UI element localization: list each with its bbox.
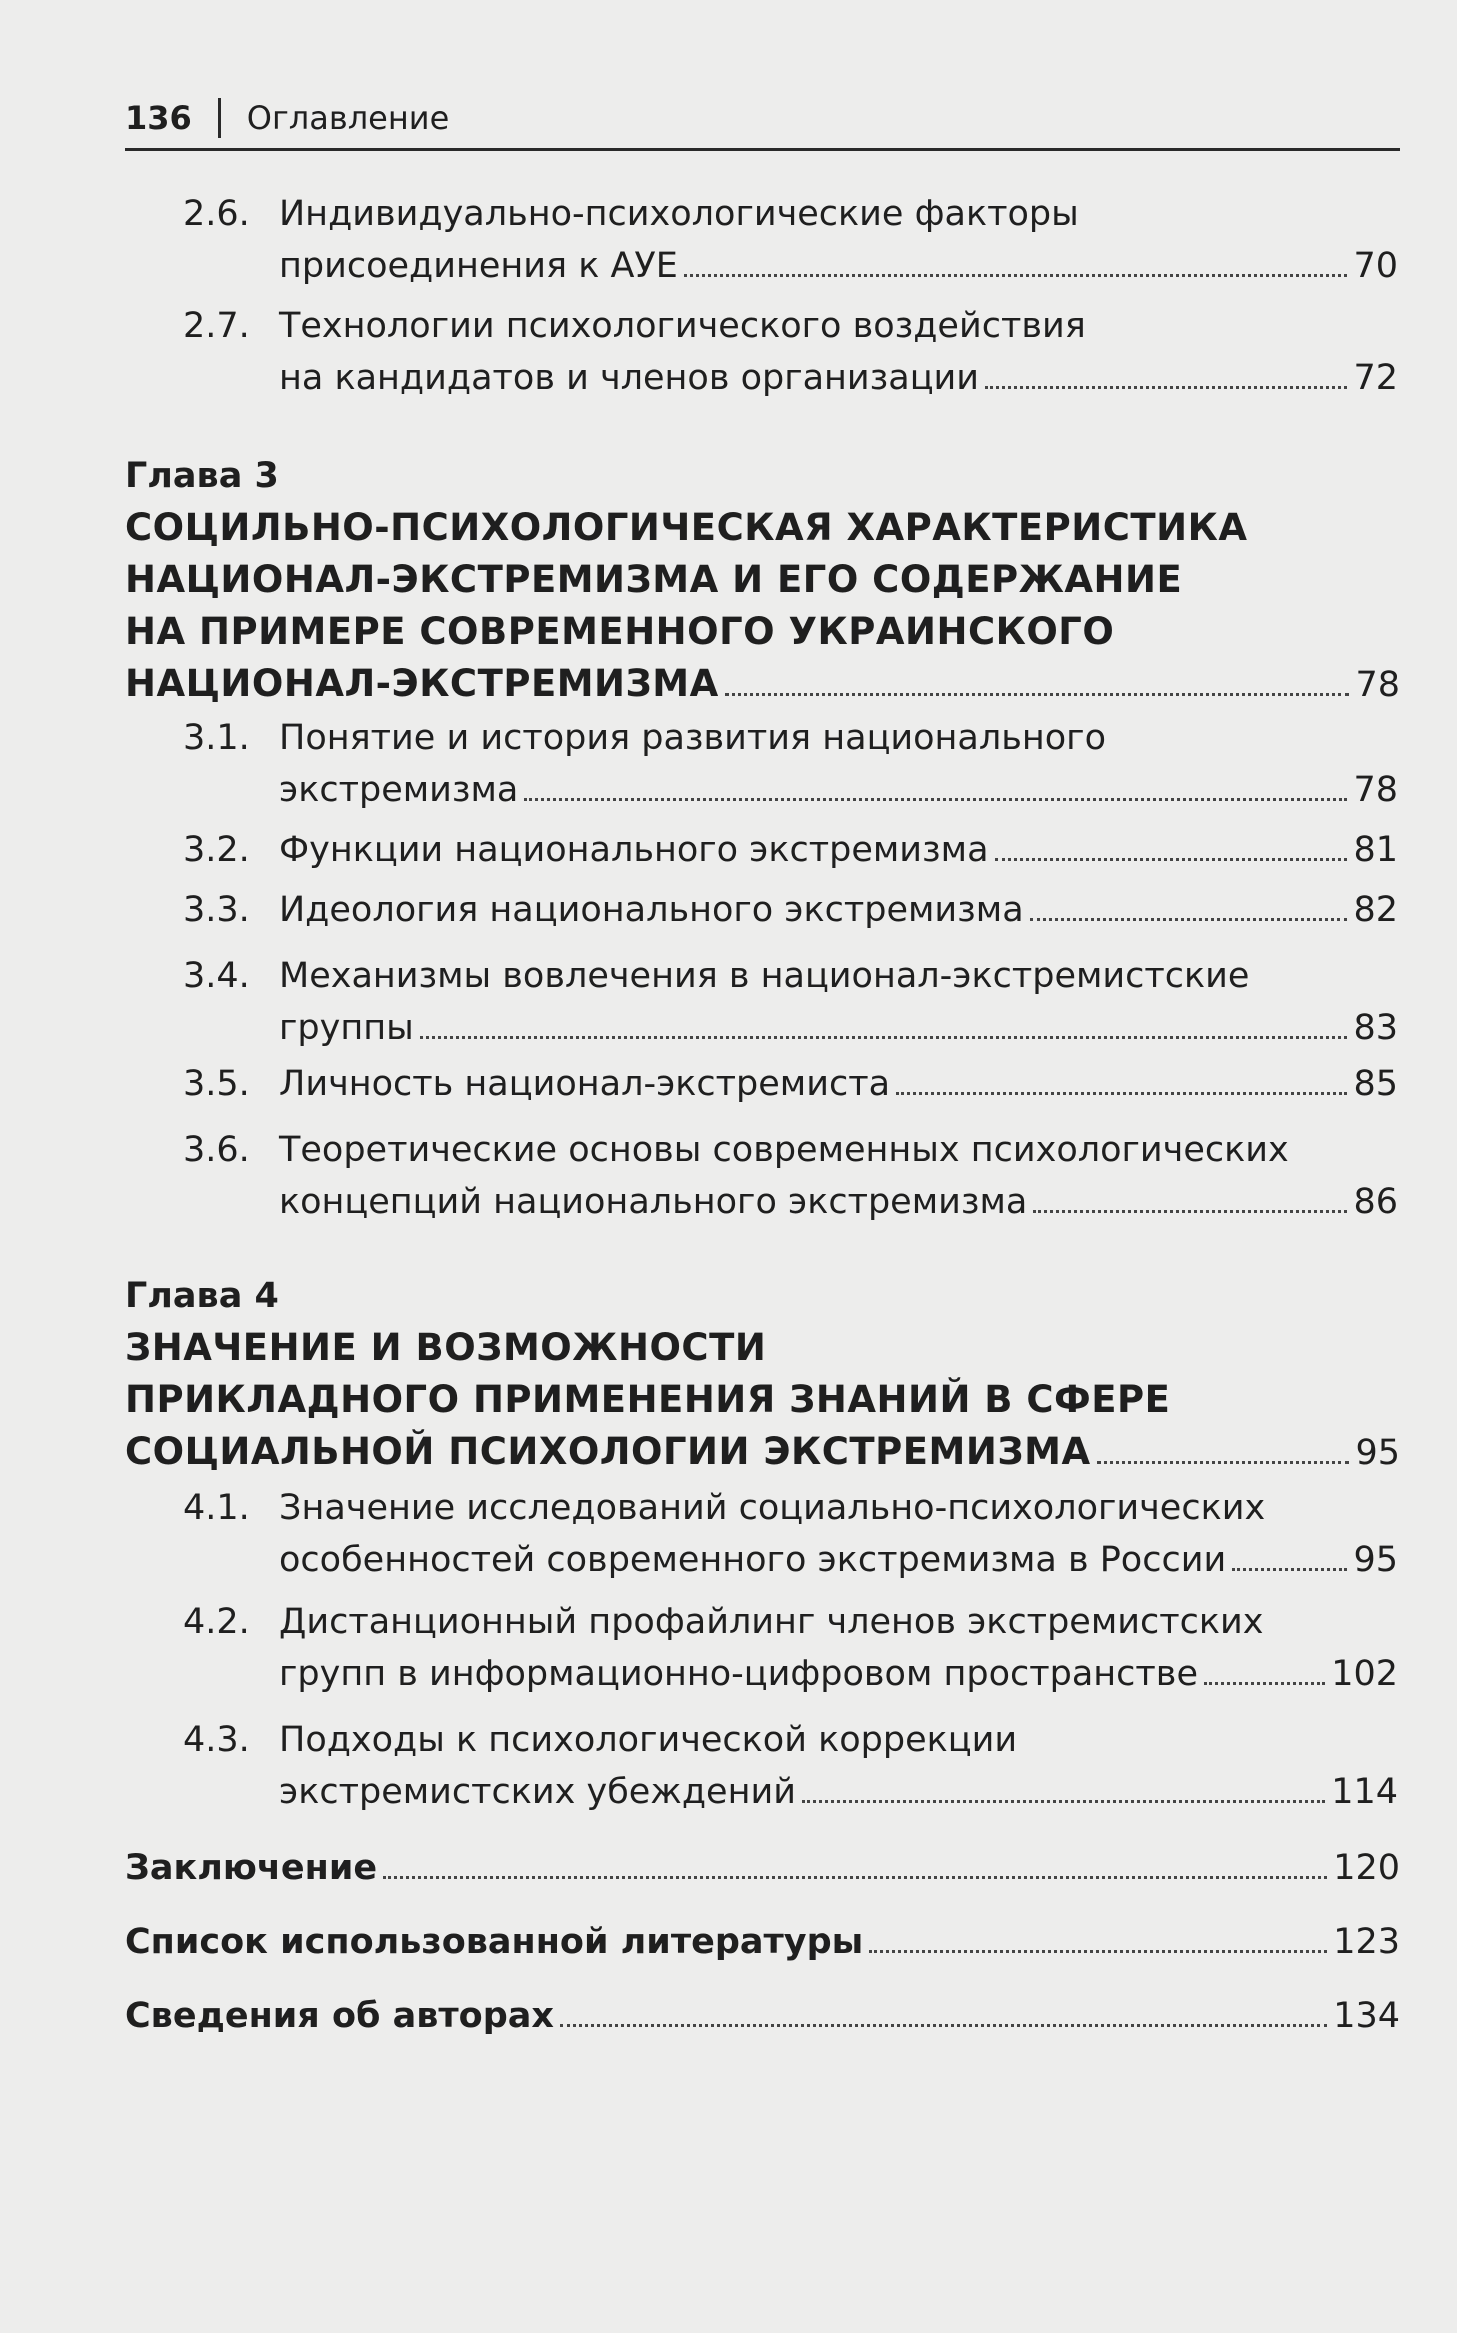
entry-title-line2: на кандидатов и членов организации — [279, 358, 980, 398]
toc-entry-4-3[interactable] — [183, 1714, 1398, 1818]
toc-entry-2-6[interactable] — [183, 188, 1398, 292]
entry-number: 4.1. — [183, 1488, 250, 1528]
entry-number: 3.5. — [183, 1064, 250, 1104]
entry-page: 70 — [1353, 246, 1398, 286]
header-separator — [218, 98, 221, 138]
toc-entry-4-2[interactable] — [183, 1596, 1398, 1700]
toc-entry-3-6[interactable] — [183, 1124, 1398, 1228]
entry-number: 2.7. — [183, 306, 250, 346]
toc-chapter-3[interactable] — [125, 450, 1400, 711]
dot-leader — [560, 2023, 1327, 2027]
entry-page: 95 — [1353, 1540, 1398, 1580]
entry-number: 3.2. — [183, 830, 250, 870]
entry-number: 4.3. — [183, 1720, 250, 1760]
dot-leader — [995, 857, 1348, 861]
toc-chapter-4[interactable] — [125, 1270, 1400, 1479]
dot-leader — [985, 385, 1347, 389]
dot-leader — [1232, 1567, 1347, 1571]
entry-number: 2.6. — [183, 194, 250, 234]
chapter-page: 78 — [1355, 665, 1400, 705]
chapter-label: Глава 3 — [125, 456, 279, 496]
entry-page: 85 — [1353, 1064, 1398, 1104]
toc-conclusion[interactable] — [125, 1842, 1400, 1894]
dot-leader — [420, 1035, 1348, 1039]
chapter-title-line1: ЗНАЧЕНИЕ И ВОЗМОЖНОСТИ — [125, 1326, 767, 1369]
dot-leader — [524, 797, 1347, 801]
entry-number: 3.4. — [183, 956, 250, 996]
toc-entry-3-1[interactable] — [183, 712, 1398, 816]
chapter-label: Глава 4 — [125, 1276, 279, 1316]
entry-page: 102 — [1331, 1654, 1398, 1694]
chapter-title-line4: НАЦИОНАЛ-ЭКСТРЕМИЗМА — [125, 662, 719, 705]
entry-page: 120 — [1333, 1848, 1400, 1888]
entry-page: 134 — [1333, 1996, 1400, 2036]
entry-page: 83 — [1353, 1008, 1398, 1048]
entry-number: 4.2. — [183, 1602, 250, 1642]
entry-title-line1: Подходы к психологической коррекции — [279, 1720, 1018, 1760]
page-number: 136 — [125, 99, 192, 137]
entry-title: Идеология национального экстремизма — [279, 890, 1024, 930]
entry-title-line1: Дистанционный профайлинг членов экстремистских — [279, 1602, 1264, 1642]
running-header — [125, 88, 1400, 151]
entry-number: 3.1. — [183, 718, 250, 758]
dot-leader — [1030, 917, 1348, 921]
chapter-title-line2: НАЦИОНАЛ-ЭКСТРЕМИЗМА И ЕГО СОДЕРЖАНИЕ — [125, 558, 1183, 601]
toc-entry-4-1[interactable] — [183, 1482, 1398, 1586]
dot-leader — [896, 1091, 1347, 1095]
chapter-title-line3: СОЦИАЛЬНОЙ ПСИХОЛОГИИ ЭКСТРЕМИЗМА — [125, 1430, 1091, 1473]
entry-title-line1: Механизмы вовлечения в национал-экстремистские — [279, 956, 1250, 996]
entry-title-line1: Теоретические основы современных психологических — [279, 1130, 1289, 1170]
chapter-title-line1: СОЦИЛЬНО-ПСИХОЛОГИЧЕСКАЯ ХАРАКТЕРИСТИКА — [125, 506, 1248, 549]
entry-title: Личность национал-экстремиста — [279, 1064, 891, 1104]
entry-title-line2: присоединения к АУЕ — [279, 246, 678, 286]
entry-title: Список использованной литературы — [125, 1922, 864, 1962]
entry-title-line2: групп в информационно-цифровом пространстве — [279, 1654, 1198, 1694]
dot-leader — [1033, 1209, 1347, 1213]
dot-leader — [684, 273, 1348, 277]
entry-title-line1: Понятие и история развития национального — [279, 718, 1106, 758]
dot-leader — [869, 1949, 1327, 1953]
entry-title-line2: экстремистских убеждений — [279, 1772, 796, 1812]
toc-authors[interactable] — [125, 1990, 1400, 2042]
header-title: Оглавление — [246, 99, 450, 137]
entry-title-line1: Технологии психологического воздействия — [279, 306, 1086, 346]
toc-references[interactable] — [125, 1916, 1400, 1968]
entry-title: Сведения об авторах — [125, 1996, 554, 2036]
entry-page: 82 — [1353, 890, 1398, 930]
chapter-title-line3: НА ПРИМЕРЕ СОВРЕМЕННОГО УКРАИНСКОГО — [125, 610, 1115, 653]
entry-page: 114 — [1331, 1772, 1398, 1812]
entry-number: 3.3. — [183, 890, 250, 930]
entry-page: 86 — [1353, 1182, 1398, 1222]
entry-number: 3.6. — [183, 1130, 250, 1170]
entry-title-line1: Индивидуально-психологические факторы — [279, 194, 1079, 234]
entry-title-line2: экстремизма — [279, 770, 519, 810]
entry-page: 72 — [1353, 358, 1398, 398]
entry-page: 78 — [1353, 770, 1398, 810]
dot-leader — [802, 1799, 1325, 1803]
entry-title-line2: концепций национального экстремизма — [279, 1182, 1028, 1222]
entry-page: 81 — [1353, 830, 1398, 870]
toc-entry-2-7[interactable] — [183, 300, 1398, 404]
entry-title: Заключение — [125, 1848, 378, 1888]
toc-entry-3-4[interactable] — [183, 950, 1398, 1054]
dot-leader — [1204, 1681, 1325, 1685]
entry-title: Функции национального экстремизма — [279, 830, 989, 870]
entry-title-line2: особенностей современного экстремизма в России — [279, 1540, 1227, 1580]
entry-title-line2: группы — [279, 1008, 414, 1048]
chapter-page: 95 — [1355, 1433, 1400, 1473]
chapter-title-line2: ПРИКЛАДНОГО ПРИМЕНЕНИЯ ЗНАНИЙ В СФЕРЕ — [125, 1378, 1171, 1421]
dot-leader — [725, 692, 1350, 696]
dot-leader — [383, 1875, 1327, 1879]
entry-title-line1: Значение исследований социально-психологических — [279, 1488, 1266, 1528]
dot-leader — [1097, 1460, 1350, 1464]
entry-page: 123 — [1333, 1922, 1400, 1962]
